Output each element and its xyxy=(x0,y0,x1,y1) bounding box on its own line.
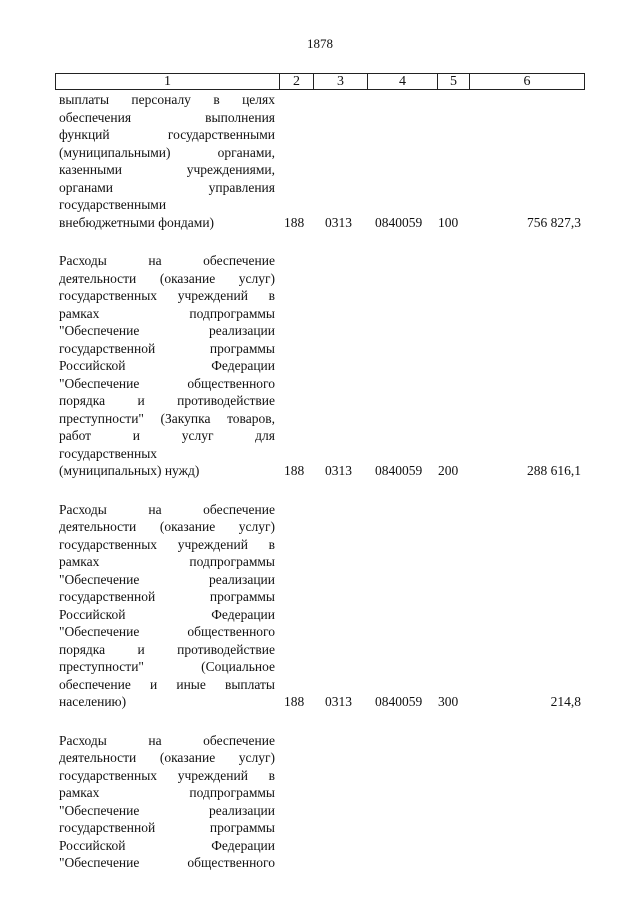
description-line: государственных xyxy=(59,445,158,461)
description-line: функций государственными xyxy=(59,127,275,142)
target-article-code: 0840059 xyxy=(375,463,423,478)
target-article-code: 0840059 xyxy=(375,694,423,709)
row-description xyxy=(59,252,275,480)
amount: 288 616,1 xyxy=(527,463,581,478)
description-line: "Обеспечение общественного xyxy=(59,855,275,870)
description-line: преступности" (Закупка товаров, xyxy=(59,410,275,426)
description-line: Российской Федерации xyxy=(59,837,275,853)
target-article-code: 0840059 xyxy=(375,214,423,230)
description-line: "Обеспечение общественного xyxy=(59,624,275,639)
table-body xyxy=(0,91,640,893)
table-row xyxy=(0,252,640,480)
header-col-4: 4 xyxy=(368,74,438,89)
description-line: рамках подпрограммы xyxy=(59,785,275,800)
description-line: государственной программы xyxy=(59,820,275,835)
amount: 214,8 xyxy=(550,694,581,709)
row-description xyxy=(59,91,275,231)
expense-type-code: 300 xyxy=(438,694,459,709)
header-col-6: 6 xyxy=(523,74,531,89)
description-line: деятельности (оказание услуг) xyxy=(59,519,275,534)
description-line: "Обеспечение общественного xyxy=(59,375,275,391)
description-line: обеспечения выполнения xyxy=(59,109,275,125)
description-line: Российской Федерации xyxy=(59,358,275,373)
table-row xyxy=(0,732,640,872)
row-description xyxy=(59,732,275,872)
ministry-code: 188 xyxy=(284,214,305,230)
description-line: порядка и противодействие xyxy=(59,641,275,657)
description-line: рамках подпрограммы xyxy=(59,554,275,569)
description-line: "Обеспечение реализации xyxy=(59,323,275,338)
description-line: казенными учреждениями, xyxy=(59,162,275,177)
table-row xyxy=(0,91,640,231)
section-code: 0313 xyxy=(325,214,352,230)
ministry-code: 188 xyxy=(284,463,305,478)
description-line: органами управления xyxy=(59,179,275,195)
description-line: (муниципальных) нужд) xyxy=(59,463,200,478)
description-line: деятельности (оказание услуг) xyxy=(59,750,275,765)
description-line: деятельности (оказание услуг) xyxy=(59,270,275,286)
amount: 756 827,3 xyxy=(527,214,581,230)
expense-type-code: 100 xyxy=(438,214,459,230)
description-line: преступности" (Социальное xyxy=(59,659,275,674)
description-line: "Обеспечение реализации xyxy=(59,802,275,818)
description-line: государственной программы xyxy=(59,340,275,356)
description-line: "Обеспечение реализации xyxy=(59,571,275,587)
description-line: государственных учреждений в xyxy=(59,767,275,783)
header-col-2: 2 xyxy=(280,74,314,89)
description-line: Расходы на обеспечение xyxy=(59,253,275,268)
header-col-3: 3 xyxy=(314,74,368,89)
description-line: работ и услуг для xyxy=(59,428,275,443)
description-line: Расходы на обеспечение xyxy=(59,501,275,517)
description-line: (муниципальными) органами, xyxy=(59,144,275,160)
description-line: государственных учреждений в xyxy=(59,288,275,303)
page-number: 1878 xyxy=(307,36,333,51)
description-line: Расходы на обеспечение xyxy=(59,732,275,748)
description-line: государственных учреждений в xyxy=(59,536,275,552)
description-line: порядка и противодействие xyxy=(59,393,275,408)
description-line: государственными xyxy=(59,197,167,212)
table-row xyxy=(0,501,640,711)
expense-type-code: 200 xyxy=(438,463,459,478)
description-line: обеспечение и иные выплаты xyxy=(59,676,275,692)
row-description xyxy=(59,501,275,711)
section-code: 0313 xyxy=(325,463,352,478)
table-header xyxy=(55,73,585,90)
description-line: государственной программы xyxy=(59,589,275,604)
description-line: Российской Федерации xyxy=(59,606,275,622)
description-line: населению) xyxy=(59,694,127,709)
description-line: внебюджетными фондами) xyxy=(59,214,215,230)
header-col-5: 5 xyxy=(438,74,470,89)
section-code: 0313 xyxy=(325,694,352,709)
ministry-code: 188 xyxy=(284,694,305,709)
description-line: рамках подпрограммы xyxy=(59,305,275,321)
description-line: выплаты персоналу в целях xyxy=(59,92,275,107)
header-col-1: 1 xyxy=(56,74,280,89)
